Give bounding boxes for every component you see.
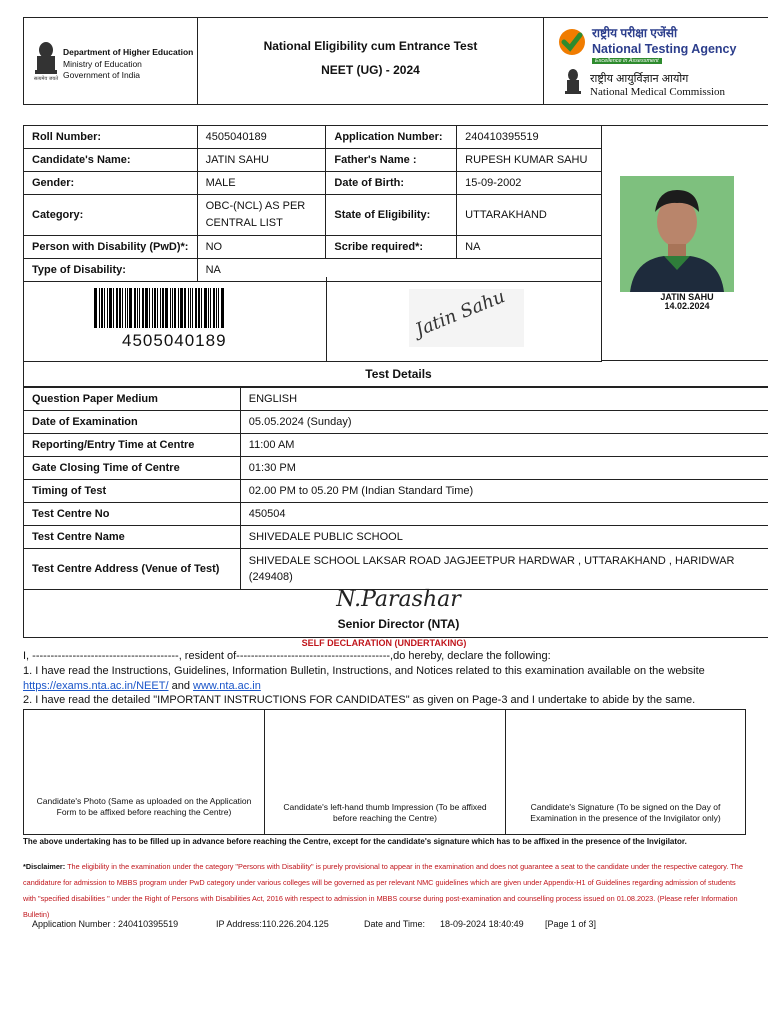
dept-line1: Department of Higher Education	[63, 47, 194, 57]
disability-value: NA	[197, 259, 601, 282]
barcode-bar	[109, 288, 112, 328]
barcode-bar	[204, 288, 207, 328]
undertaking-boxes	[23, 709, 746, 835]
barcode-bar	[174, 288, 176, 328]
barcode-bar	[198, 288, 200, 328]
dept-line3: Government of India	[63, 70, 141, 80]
test-label: Gate Closing Time of Centre	[24, 457, 241, 480]
barcode-bar	[172, 288, 173, 328]
ministry-block	[24, 18, 198, 104]
footer-app-number: Application Number : 240410395519	[32, 919, 179, 929]
scribe-label: Scribe required*:	[326, 236, 457, 259]
exam-title: National Eligibility cum Entrance Test	[263, 39, 478, 53]
table-row	[24, 411, 768, 434]
undertaking-note: The above undertaking has to be filled up in advance before reaching the Centre, except for the candidate's signature which has to be affixed in the presence of the Invigilator.	[23, 837, 687, 846]
person-photo-icon	[620, 176, 734, 292]
disability-label: Type of Disability:	[24, 259, 198, 282]
pwd-label: Person with Disability (PwD)*:	[24, 236, 198, 259]
test-label: Date of Examination	[24, 411, 241, 434]
barcode-bar	[154, 288, 156, 328]
barcode-signature-row	[23, 277, 602, 362]
table-row	[24, 388, 768, 411]
nta-home-link[interactable]: www.nta.ac.in	[193, 680, 261, 692]
barcode-icon	[94, 288, 225, 328]
barcode-bar	[162, 288, 164, 328]
director-signature: N.Parashar	[336, 587, 461, 612]
barcode-bar	[127, 288, 128, 328]
table-row	[24, 126, 602, 149]
ashoka-emblem-icon	[32, 40, 60, 82]
nta-checkmark-logo-icon	[558, 28, 586, 56]
test-label: Reporting/Entry Time at Centre	[24, 434, 241, 457]
director-title: Senior Director (NTA)	[337, 617, 460, 631]
and-text: and	[171, 680, 190, 692]
nmc-hindi: राष्ट्रीय आयुर्विज्ञान आयोग	[590, 73, 689, 85]
candidate-photo	[620, 176, 734, 292]
declaration-line3: 2. I have read the detailed "IMPORTANT INSTRUCTIONS FOR CANDIDATES" as given on Page-3 and I undertake to abide by the same.	[23, 694, 696, 706]
gender-label: Gender:	[24, 172, 198, 195]
dob-value: 15-09-2002	[457, 172, 602, 195]
barcode-bar	[165, 288, 168, 328]
barcode-bar	[170, 288, 171, 328]
barcode-number: 4505040189	[122, 331, 227, 350]
dob-label: Date of Birth:	[326, 172, 457, 195]
photo-name: JATIN SAHU	[660, 292, 714, 302]
barcode-bar	[94, 288, 97, 328]
barcode-bar	[116, 288, 118, 328]
pwd-value: NO	[197, 236, 326, 259]
test-value: 02.00 PM to 05.20 PM (Indian Standard Time)	[240, 480, 768, 503]
roll-label: Roll Number:	[24, 126, 198, 149]
test-label: Test Centre Name	[24, 526, 241, 549]
barcode-bar	[142, 288, 144, 328]
state-value: UTTARAKHAND	[457, 195, 602, 236]
roll-value: 4505040189	[197, 126, 326, 149]
table-row	[24, 195, 602, 236]
barcode-bar	[113, 288, 114, 328]
director-block	[23, 585, 768, 638]
barcode-bar	[99, 288, 100, 328]
test-value: SHIVEDALE PUBLIC SCHOOL	[240, 526, 768, 549]
ashoka-emblem-icon	[564, 67, 582, 101]
disclaimer	[23, 859, 748, 923]
declaration-heading: SELF DECLARATION (UNDERTAKING)	[301, 638, 467, 648]
svg-text:सत्यमेव जयते: सत्यमेव जयते	[33, 76, 59, 82]
test-details-heading: Test Details	[23, 362, 768, 387]
table-row	[24, 526, 768, 549]
test-label: Timing of Test	[24, 480, 241, 503]
test-label: Test Centre No	[24, 503, 241, 526]
barcode-bar	[137, 288, 138, 328]
table-row	[24, 236, 602, 259]
barcode-bar	[221, 288, 224, 328]
barcode-bar	[122, 288, 123, 328]
scribe-value: NA	[457, 236, 602, 259]
table-row	[24, 434, 768, 457]
test-label: Question Paper Medium	[24, 388, 241, 411]
barcode-bar	[125, 288, 126, 328]
footer-datetime: Date and Time: 18-09-2024 18:40:49	[364, 919, 524, 929]
footer-page: [Page 1 of 3]	[545, 919, 597, 929]
barcode-bar	[145, 288, 148, 328]
category-label: Category:	[24, 195, 198, 236]
category-value: OBC-(NCL) AS PER CENTRAL LIST	[197, 195, 326, 236]
barcode-bar	[134, 288, 136, 328]
candidate-details-table	[23, 125, 602, 282]
nta-neet-link[interactable]: https://exams.nta.ac.in/NEET/	[23, 680, 169, 692]
table-row	[24, 172, 602, 195]
test-value: 05.05.2024 (Sunday)	[240, 411, 768, 434]
signature-text: Jatin Sahu	[412, 286, 508, 341]
barcode-bar	[129, 288, 132, 328]
thumb-impression-box: Candidate's left-hand thumb Impression (To be affixed before reaching the Centre)	[265, 710, 506, 834]
appno-label: Application Number:	[326, 126, 457, 149]
father-value: RUPESH KUMAR SAHU	[457, 149, 602, 172]
exam-title-block	[198, 18, 544, 104]
barcode-bar	[152, 288, 153, 328]
nmc-english: National Medical Commission	[590, 86, 726, 98]
barcode-bar	[192, 288, 193, 328]
barcode-bar	[178, 288, 179, 328]
test-value: ENGLISH	[240, 388, 768, 411]
barcode-bar	[101, 288, 103, 328]
table-row	[24, 149, 602, 172]
barcode-bar	[104, 288, 105, 328]
test-value: 01:30 PM	[240, 457, 768, 480]
barcode-bar	[208, 288, 209, 328]
appno-value: 240410395519	[457, 126, 602, 149]
disclaimer-label: *Disclaimer:	[23, 862, 66, 871]
table-row	[24, 480, 768, 503]
barcode-bar	[157, 288, 158, 328]
nta-tagline: Excellence in Assessment	[592, 58, 662, 64]
signature-box: Candidate's Signature (To be signed on the Day of Examination in the presence of the Invigilator only)	[530, 802, 721, 823]
barcode-bar	[201, 288, 202, 328]
header	[23, 17, 768, 105]
disclaimer-text: The eligibility in the examination under the category "Persons with Disability" is purely provisional to appear in the examination and does not guarantee a seat to the candidate under the respective category. The candidature for admission to MBBS program under PwD category under various colleges will be governed as per relevant NMC guidelines which are given under Appendix-H1 of Guidelines regarding admission of students with "specified disabilities " under the Right of Persons with Disabilities Act, 2016 with respect to admission in MBBS course during post-examination and counselling process issued on 01.08.2023. (Please refer Information Bulletin)	[23, 862, 743, 919]
footer-ip: IP Address:110.226.204.125	[216, 919, 329, 929]
declaration-line1: I, ----------------------------------------, resident of------------------------------------------,do hereby, declare the following:	[23, 650, 551, 662]
barcode-bar	[188, 288, 189, 328]
barcode-bar	[180, 288, 183, 328]
test-label: Test Centre Address (Venue of Test)	[24, 549, 241, 590]
barcode-bar	[195, 288, 197, 328]
nta-hindi: राष्ट्रीय परीक्षा एजेंसी	[592, 26, 678, 40]
barcode-bar	[160, 288, 161, 328]
barcode-bar	[190, 288, 191, 328]
test-details-table	[23, 387, 768, 590]
barcode-bar	[210, 288, 211, 328]
barcode-bar	[216, 288, 217, 328]
barcode-bar	[139, 288, 140, 328]
barcode-bar	[218, 288, 219, 328]
barcode-bar	[119, 288, 121, 328]
candidate-photo-box	[601, 125, 768, 361]
gender-value: MALE	[197, 172, 326, 195]
barcode-bar	[149, 288, 150, 328]
father-label: Father's Name :	[326, 149, 457, 172]
photo-affix-box: Candidate's Photo (Same as uploaded on the Application Form to be affixed before reaching the Centre)	[24, 710, 265, 834]
table-row	[24, 503, 768, 526]
nta-english: National Testing Agency	[592, 42, 737, 56]
candidate-signature	[409, 286, 524, 347]
table-row	[24, 549, 768, 590]
declaration-line2: 1. I have read the Instructions, Guidelines, Information Bulletin, Instructions, and Notices related to this examination available on the website	[23, 665, 705, 677]
table-row	[24, 457, 768, 480]
declaration-links	[23, 680, 261, 692]
dept-line2: Ministry of Education	[63, 59, 142, 69]
test-value: 11:00 AM	[240, 434, 768, 457]
agency-logos	[544, 18, 768, 104]
barcode-bar	[184, 288, 186, 328]
test-value: SHIVEDALE SCHOOL LAKSAR ROAD JAGJEETPUR HARDWAR , UTTARAKHAND , HARIDWAR (249408)	[240, 549, 768, 590]
barcode-bar	[213, 288, 215, 328]
barcode-bar	[107, 288, 108, 328]
test-value: 450504	[240, 503, 768, 526]
exam-subtitle: NEET (UG) - 2024	[321, 63, 420, 77]
state-label: State of Eligibility:	[326, 195, 457, 236]
name-value: JATIN SAHU	[197, 149, 326, 172]
photo-date: 14.02.2024	[664, 301, 710, 311]
name-label: Candidate's Name:	[24, 149, 198, 172]
